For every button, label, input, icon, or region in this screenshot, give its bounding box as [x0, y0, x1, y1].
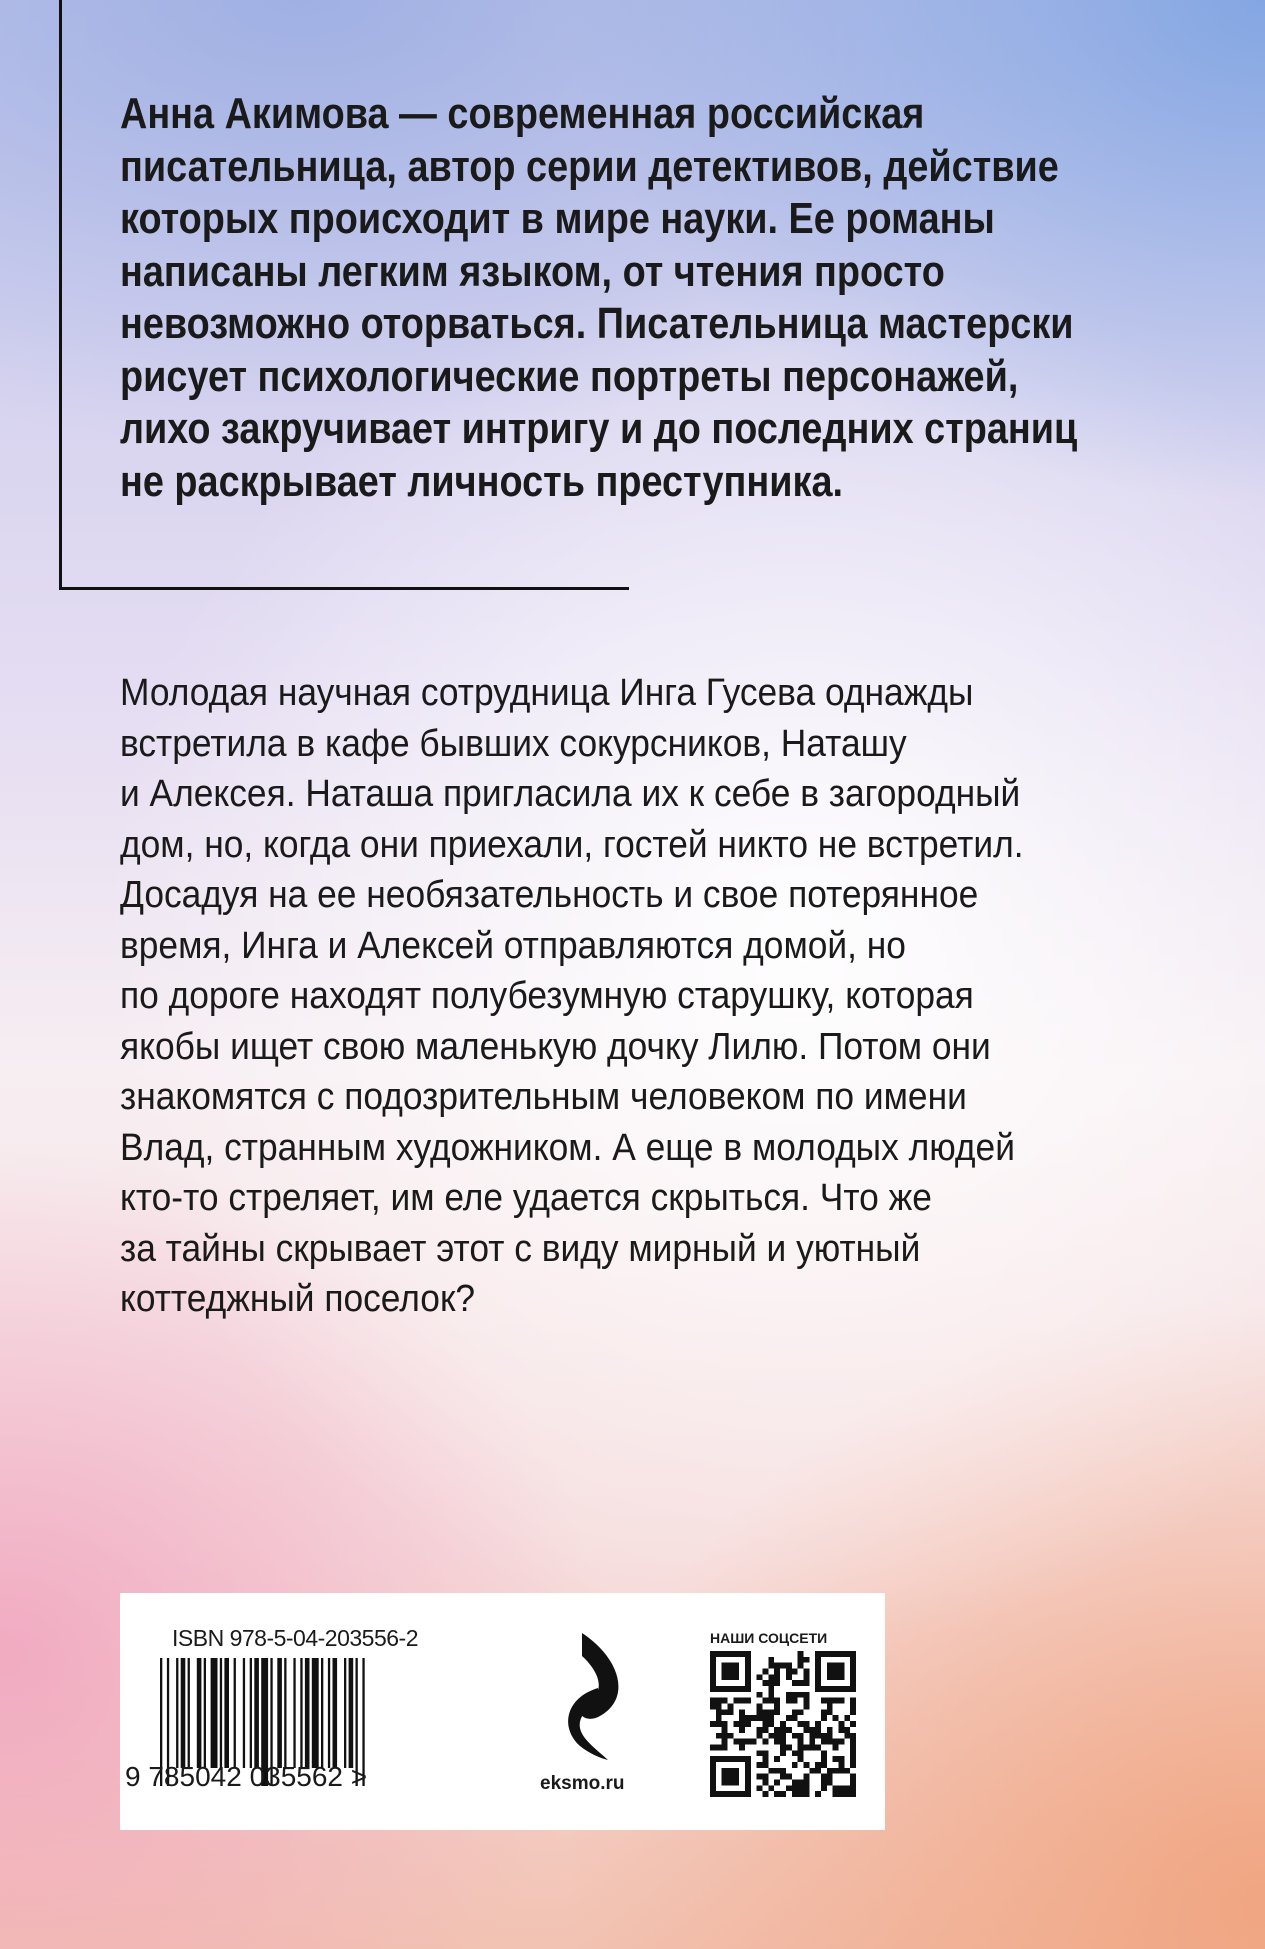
description-line: и Алексея. Наташа пригласила их к себе в загородный: [120, 773, 1021, 815]
qr-module: [763, 1715, 769, 1721]
qr-module: [844, 1785, 850, 1791]
qr-module: [803, 1744, 809, 1750]
qr-module: [850, 1739, 856, 1745]
qr-module: [792, 1750, 798, 1756]
qr-module: [716, 1744, 722, 1750]
author-bio-line: не раскрывает личность преступника.: [120, 456, 844, 506]
qr-module: [786, 1744, 792, 1750]
barcode-bar: [349, 1658, 354, 1768]
qr-module: [763, 1709, 769, 1715]
description-line: Молодая научная сотрудница Инга Гусева однажды: [120, 672, 974, 714]
author-bio: [120, 88, 1233, 508]
qr-module: [850, 1733, 856, 1739]
qr-module: [827, 1779, 833, 1785]
description-line: знакомятся с подозрительным человеком по имени: [120, 1076, 967, 1118]
qr-module: [803, 1762, 809, 1768]
qr-module: [803, 1727, 809, 1733]
qr-module: [745, 1698, 751, 1704]
qr-module: [774, 1663, 780, 1669]
qr-module: [833, 1768, 839, 1774]
qr-module: [739, 1744, 745, 1750]
qr-module: [809, 1768, 815, 1774]
qr-module: [792, 1779, 798, 1785]
qr-module: [803, 1692, 809, 1698]
qr-module: [722, 1733, 728, 1739]
qr-module: [792, 1680, 798, 1686]
qr-module: [745, 1715, 751, 1721]
qr-module: [757, 1715, 763, 1721]
qr-module: [850, 1762, 856, 1768]
qr-module: [728, 1709, 734, 1715]
qr-module: [786, 1674, 792, 1680]
qr-module: [768, 1709, 774, 1715]
qr-module: [757, 1704, 763, 1710]
qr-module: [739, 1739, 745, 1745]
qr-module: [722, 1721, 728, 1727]
qr-module: [774, 1791, 780, 1797]
barcode-bar: [197, 1658, 202, 1768]
qr-module: [833, 1715, 839, 1721]
qr-module: [798, 1744, 804, 1750]
qr-module: [757, 1709, 763, 1715]
qr-module: [838, 1739, 844, 1745]
qr-module: [722, 1709, 728, 1715]
qr-module: [844, 1733, 850, 1739]
qr-module: [780, 1774, 786, 1780]
qr-module: [792, 1692, 798, 1698]
qr-module: [763, 1727, 769, 1733]
barcode-bar: [188, 1658, 190, 1768]
description-line: Влад, странным художником. А еще в молодых людей: [120, 1126, 1015, 1169]
qr-module: [792, 1669, 798, 1675]
qr-module: [739, 1715, 745, 1721]
barcode-bar: [234, 1658, 236, 1768]
qr-module: [833, 1791, 839, 1797]
qr-module: [763, 1680, 769, 1686]
qr-module: [821, 1774, 827, 1780]
barcode-bar: [250, 1658, 252, 1768]
qr-module: [827, 1774, 833, 1780]
qr-module: [821, 1709, 827, 1715]
qr-module: [710, 1698, 716, 1704]
qr-module: [722, 1727, 728, 1733]
qr-module: [815, 1721, 821, 1727]
qr-module: [763, 1756, 769, 1762]
qr-module: [733, 1721, 739, 1727]
qr-module: [803, 1680, 809, 1686]
qr-code-icon[interactable]: [710, 1651, 856, 1797]
qr-module: [763, 1750, 769, 1756]
qr-module: [722, 1698, 728, 1704]
qr-module: [774, 1698, 780, 1704]
qr-module: [798, 1733, 804, 1739]
publisher-site: eksmo.ru: [540, 1773, 625, 1794]
barcode-bar: [181, 1658, 186, 1768]
qr-module: [815, 1727, 821, 1733]
qr-module: [850, 1756, 856, 1762]
qr-module: [803, 1674, 809, 1680]
qr-module: [716, 1715, 722, 1721]
qr-module: [844, 1715, 850, 1721]
qr-module: [792, 1715, 798, 1721]
qr-module: [815, 1768, 821, 1774]
qr-module: [803, 1785, 809, 1791]
qr-module: [757, 1733, 763, 1739]
qr-module: [798, 1709, 804, 1715]
qr-module: [786, 1692, 792, 1698]
qr-module: [780, 1768, 786, 1774]
qr-module: [798, 1651, 804, 1657]
qr-module: [803, 1698, 809, 1704]
social-label: НАШИ СОЦСЕТИ: [710, 1630, 828, 1646]
qr-module: [850, 1779, 856, 1785]
author-bio-line: писательница, автор серии детективов, действие: [120, 141, 1059, 191]
author-bio-line: рисует психологические портреты персонажей,: [120, 351, 1019, 401]
qr-module: [798, 1680, 804, 1686]
qr-module: [757, 1785, 763, 1791]
qr-module: [809, 1727, 815, 1733]
qr-module: [757, 1674, 763, 1680]
qr-module: [798, 1721, 804, 1727]
qr-module: [780, 1727, 786, 1733]
qr-module: [710, 1721, 716, 1727]
description-line: Досадуя на ее необязательность и свое потерянное: [120, 874, 979, 916]
qr-module: [833, 1739, 839, 1745]
qr-module: [780, 1721, 786, 1727]
qr-module: [803, 1721, 809, 1727]
qr-module: [827, 1709, 833, 1715]
qr-module: [815, 1733, 821, 1739]
qr-module: [774, 1704, 780, 1710]
qr-module: [844, 1768, 850, 1774]
qr-module: [768, 1733, 774, 1739]
qr-module: [838, 1756, 844, 1762]
qr-module: [792, 1762, 798, 1768]
qr-module: [722, 1739, 728, 1745]
qr-module: [768, 1657, 774, 1663]
qr-module: [786, 1715, 792, 1721]
qr-module: [786, 1698, 792, 1704]
barcode-bar: [224, 1658, 229, 1768]
barcode-bar: [328, 1658, 330, 1768]
qr-module: [798, 1739, 804, 1745]
qr-module: [798, 1756, 804, 1762]
barcode-bar: [305, 1658, 310, 1768]
barcode-bar: [300, 1658, 302, 1768]
qr-module: [768, 1686, 774, 1692]
barcode-bar: [211, 1658, 218, 1768]
qr-module: [716, 1704, 722, 1710]
qr-module: [809, 1739, 815, 1745]
qr-module: [768, 1785, 774, 1791]
qr-module: [827, 1768, 833, 1774]
qr-module: [774, 1674, 780, 1680]
qr-module: [774, 1669, 780, 1675]
qr-module: [733, 1739, 739, 1745]
barcode-digits: 9 785042 035562 >: [125, 1761, 368, 1792]
qr-module: [838, 1791, 844, 1797]
barcode-bar: [220, 1658, 222, 1768]
qr-module: [821, 1785, 827, 1791]
qr-module: [809, 1744, 815, 1750]
qr-module: [745, 1721, 751, 1727]
qr-module: [728, 1704, 734, 1710]
qr-module: [763, 1698, 769, 1704]
qr-module: [833, 1785, 839, 1791]
qr-module: [821, 1739, 827, 1745]
qr-module: [786, 1774, 792, 1780]
qr-module: [774, 1727, 780, 1733]
qr-module: [768, 1768, 774, 1774]
qr-module: [757, 1762, 763, 1768]
description-line: дом, но, когда они приехали, гостей никто не встретил.: [120, 823, 1024, 866]
qr-module: [786, 1727, 792, 1733]
qr-module: [827, 1727, 833, 1733]
qr-module: [850, 1721, 856, 1727]
qr-module: [798, 1779, 804, 1785]
qr-module: [716, 1721, 722, 1727]
barcode-bar: [333, 1658, 338, 1768]
qr-module: [798, 1785, 804, 1791]
qr-module: [850, 1785, 856, 1791]
description-line: время, Инга и Алексей отправляются домой, но: [120, 924, 906, 967]
qr-module: [798, 1663, 804, 1669]
qr-module: [803, 1774, 809, 1780]
qr-module: [821, 1750, 827, 1756]
description-line: коттеджный поселок?: [120, 1278, 476, 1320]
qr-module: [774, 1756, 780, 1762]
qr-module: [827, 1704, 833, 1710]
qr-module: [780, 1663, 786, 1669]
qr-module: [763, 1669, 769, 1675]
qr-module: [768, 1698, 774, 1704]
qr-module: [716, 1733, 722, 1739]
book-description: [120, 668, 1092, 1325]
qr-module: [850, 1774, 856, 1780]
qr-module: [803, 1779, 809, 1785]
qr-module: [786, 1785, 792, 1791]
qr-module: [763, 1791, 769, 1797]
qr-module: [774, 1680, 780, 1686]
author-bio-line: невозможно оторваться. Писательница мастерски: [120, 299, 1074, 348]
author-bio-line: написаны легким языком, от чтения просто: [120, 246, 945, 296]
qr-module: [821, 1762, 827, 1768]
qr-module: [850, 1791, 856, 1797]
qr-module: [850, 1698, 856, 1704]
qr-module: [716, 1698, 722, 1704]
qr-module: [768, 1692, 774, 1698]
barcode-bar: [312, 1658, 319, 1768]
qr-module: [803, 1657, 809, 1663]
qr-module: [838, 1768, 844, 1774]
qr-module: [763, 1774, 769, 1780]
qr-module: [815, 1791, 821, 1797]
barcode-bar: [277, 1658, 282, 1768]
qr-module: [757, 1750, 763, 1756]
qr-module: [722, 1744, 728, 1750]
qr-module: [786, 1663, 792, 1669]
qr-module: [827, 1698, 833, 1704]
qr-module: [786, 1669, 792, 1675]
qr-module: [780, 1744, 786, 1750]
qr-module: [763, 1779, 769, 1785]
qr-module: [768, 1674, 774, 1680]
qr-module: [757, 1692, 763, 1698]
qr-module: [774, 1768, 780, 1774]
qr-module: [821, 1733, 827, 1739]
description-line: по дороге находят полубезумную старушку, которая: [120, 975, 974, 1017]
qr-module: [780, 1791, 786, 1797]
qr-module: [780, 1750, 786, 1756]
qr-module: [768, 1663, 774, 1669]
qr-module: [739, 1721, 745, 1727]
qr-module: [768, 1680, 774, 1686]
barcode-bar: [243, 1658, 245, 1768]
qr-module: [815, 1762, 821, 1768]
description-line: якобы ищет свою маленькую дочку Лилю. Потом они: [120, 1025, 991, 1068]
imprint-box: [120, 1593, 885, 1830]
qr-module: [850, 1750, 856, 1756]
barcode-bar: [284, 1658, 286, 1768]
qr-module: [838, 1762, 844, 1768]
qr-module: [792, 1709, 798, 1715]
qr-module: [838, 1698, 844, 1704]
qr-module: [821, 1698, 827, 1704]
qr-module: [844, 1727, 850, 1733]
qr-module: [763, 1721, 769, 1727]
frame-line-horizontal: [59, 587, 629, 590]
qr-module: [774, 1779, 780, 1785]
qr-module: [792, 1785, 798, 1791]
qr-module: [821, 1715, 827, 1721]
qr-module: [809, 1733, 815, 1739]
barcode-bar: [254, 1658, 259, 1768]
qr-module: [850, 1744, 856, 1750]
qr-module: [780, 1733, 786, 1739]
qr-module: [751, 1715, 757, 1721]
author-bio-line: которых происходит в мире науки. Ее романы: [120, 194, 995, 243]
qr-module: [722, 1768, 740, 1786]
qr-module: [827, 1733, 833, 1739]
qr-module: [774, 1733, 780, 1739]
qr-module: [751, 1739, 757, 1745]
qr-module: [792, 1791, 798, 1797]
qr-module: [838, 1785, 844, 1791]
qr-module: [803, 1669, 809, 1675]
description-line: кто-то стреляет, им еле удается скрыться. Что же: [120, 1177, 932, 1219]
qr-module: [774, 1709, 780, 1715]
qr-module: [833, 1756, 839, 1762]
qr-module: [710, 1744, 716, 1750]
barcode-bar: [204, 1658, 206, 1768]
qr-module: [850, 1709, 856, 1715]
qr-module: [768, 1715, 774, 1721]
qr-module: [827, 1663, 845, 1681]
qr-module: [792, 1698, 798, 1704]
qr-module: [803, 1791, 809, 1797]
qr-module: [774, 1739, 780, 1745]
barcode-bar: [344, 1658, 346, 1768]
author-bio-line: лихо закручивает интригу и до последних страниц: [120, 404, 1078, 453]
qr-module: [780, 1739, 786, 1745]
qr-module: [792, 1733, 798, 1739]
frame-line-vertical: [59, 0, 62, 590]
qr-module: [798, 1657, 804, 1663]
qr-module: [821, 1779, 827, 1785]
qr-module: [739, 1727, 745, 1733]
qr-module: [838, 1727, 844, 1733]
barcode-bar: [321, 1658, 323, 1768]
qr-module: [716, 1709, 722, 1715]
eksmo-logo-icon: [560, 1628, 630, 1763]
qr-module: [798, 1750, 804, 1756]
qr-module: [803, 1704, 809, 1710]
qr-module: [733, 1698, 739, 1704]
qr-module: [739, 1698, 745, 1704]
qr-module: [833, 1744, 839, 1750]
qr-module: [827, 1739, 833, 1745]
qr-module: [763, 1762, 769, 1768]
barcode-bar: [293, 1658, 295, 1768]
qr-module: [833, 1698, 839, 1704]
qr-module: [745, 1739, 751, 1745]
qr-module: [838, 1721, 844, 1727]
qr-module: [815, 1744, 821, 1750]
barcode-bar: [176, 1658, 178, 1768]
isbn-text: ISBN 978-5-04-203556-2: [172, 1625, 418, 1651]
description-line: за тайны скрывает этот с виду мирный и уютный: [120, 1227, 921, 1270]
qr-module: [850, 1704, 856, 1710]
qr-module: [757, 1774, 763, 1780]
qr-module: [757, 1727, 763, 1733]
author-bio-line: Анна Акимова — современная российская: [120, 89, 925, 138]
qr-module: [798, 1692, 804, 1698]
qr-module: [710, 1704, 716, 1710]
qr-module: [821, 1756, 827, 1762]
qr-module: [728, 1733, 734, 1739]
qr-module: [763, 1739, 769, 1745]
qr-module: [768, 1721, 774, 1727]
description-line: встретила в кафе бывших сокурсников, Наташу: [120, 722, 907, 765]
qr-module: [739, 1709, 745, 1715]
qr-module: [798, 1791, 804, 1797]
qr-module: [844, 1791, 850, 1797]
qr-module: [722, 1663, 740, 1681]
